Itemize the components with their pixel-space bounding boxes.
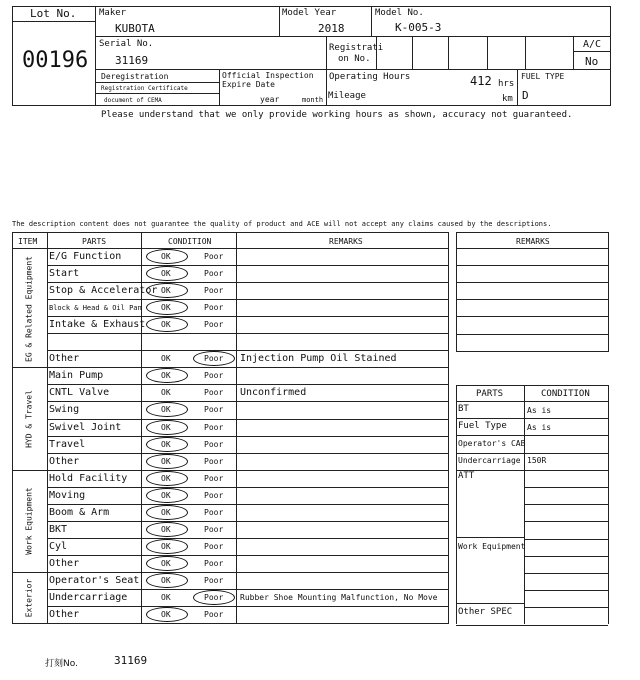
ok-option: OK [161, 474, 171, 483]
fuel-value: D [522, 89, 529, 102]
mileage-label: Mileage [328, 91, 366, 101]
ok-selected-mark [146, 266, 188, 281]
hours-disclaimer: Please understand that we only provide working hours as shown, accuracy not guaranteed. [101, 110, 573, 120]
month-label: month [302, 96, 324, 104]
part-name: Swing [49, 404, 80, 415]
poor-option: Poor [204, 320, 224, 329]
spec-cond-0: As is [527, 406, 552, 415]
ok-selected-mark [146, 437, 188, 452]
section-label-exterior: Exterior [24, 578, 34, 618]
ok-option: OK [161, 388, 171, 397]
part-name: Other [49, 353, 80, 364]
remark-text: Unconfirmed [240, 387, 307, 398]
ok-selected-mark [146, 420, 188, 435]
ok-selected-mark [146, 471, 188, 486]
spec-part-2: Operator's CAB [458, 439, 526, 448]
ok-option: OK [161, 440, 171, 449]
ok-option: OK [161, 320, 171, 329]
section-label-eg: EG & Related Equipment [24, 256, 34, 362]
deregistration-label: Deregistration [101, 72, 169, 81]
part-name: Block & Head & Oil Pan [49, 304, 142, 312]
poor-option: Poor [204, 542, 224, 551]
work-equipment-label: Work Equipment [458, 542, 526, 551]
poor-option: Poor [204, 371, 224, 380]
spec-part-1: Fuel Type [458, 421, 507, 431]
poor-selected-mark [193, 590, 235, 605]
ok-option: OK [161, 286, 171, 295]
cema-label: document of CEMA [104, 97, 162, 104]
ok-option: OK [161, 593, 171, 602]
spec-cond-1: As is [527, 423, 552, 432]
col-condition-header: CONDITION [168, 237, 212, 246]
registration-label: Registrati [329, 43, 384, 53]
poor-option: Poor [204, 269, 224, 278]
hours-unit: hrs [498, 79, 515, 89]
other-spec-label: Other SPEC [458, 607, 513, 617]
poor-option: Poor [204, 286, 224, 295]
ok-option: OK [161, 576, 171, 585]
poor-option: Poor [204, 303, 224, 312]
stamp-label: 打刻No. [45, 659, 78, 669]
model-no-value: K-005-3 [395, 21, 442, 34]
poor-option: Poor [204, 457, 224, 466]
reg-cert-label: Registration Certificate [101, 85, 188, 92]
poor-option: Poor [204, 559, 224, 568]
part-name: Operator's Seat [49, 575, 140, 586]
col-remarks-header: REMARKS [329, 237, 363, 246]
spec-cond-3: 150R [527, 456, 547, 465]
right-parts-header: PARTS [476, 389, 504, 399]
mileage-unit: km [502, 94, 513, 104]
ok-selected-mark [146, 249, 188, 264]
ok-selected-mark [146, 454, 188, 469]
model-year-value: 2018 [318, 22, 345, 35]
poor-option: Poor [204, 388, 224, 397]
ok-selected-mark [146, 402, 188, 417]
poor-option: Poor [204, 440, 224, 449]
section-label-work: Work Equipment [24, 487, 34, 555]
part-name: Travel [49, 439, 86, 450]
ok-option: OK [161, 508, 171, 517]
ok-selected-mark [146, 573, 188, 588]
ok-selected-mark [146, 505, 188, 520]
spec-part-0: BT [458, 404, 469, 414]
part-name: Hold Facility [49, 473, 128, 484]
serial-label: Serial No. [99, 39, 154, 49]
ok-option: OK [161, 405, 171, 414]
ok-selected-mark [146, 539, 188, 554]
ok-selected-mark [146, 368, 188, 383]
poor-option: Poor [204, 525, 224, 534]
serial-value: 31169 [115, 54, 149, 67]
fuel-label: FUEL TYPE [521, 72, 565, 81]
poor-selected-mark [193, 351, 235, 366]
ok-option: OK [161, 269, 171, 278]
inspection-label-2: Expire Date [222, 80, 275, 89]
hours-value: 412 [470, 74, 492, 88]
part-name: Start [49, 268, 80, 279]
part-name: CNTL Valve [49, 387, 110, 398]
ok-option: OK [161, 354, 171, 363]
col-parts-header: PARTS [82, 237, 107, 246]
poor-option: Poor [204, 423, 224, 432]
part-name: Intake & Exhaust [49, 319, 146, 330]
ok-option: OK [161, 491, 171, 500]
right-remarks-header: REMARKS [516, 237, 550, 246]
part-name: Main Pump [49, 370, 104, 381]
ok-selected-mark [146, 488, 188, 503]
inspection-label: Official Inspection [222, 71, 314, 80]
model-no-label: Model No. [375, 8, 424, 18]
stamp-value: 31169 [114, 654, 148, 667]
poor-option: Poor [204, 354, 224, 363]
poor-option: Poor [204, 610, 224, 619]
poor-option: Poor [204, 405, 224, 414]
part-name: Other [49, 558, 80, 569]
ok-option: OK [161, 525, 171, 534]
right-condition-header: CONDITION [541, 389, 590, 399]
lot-number: 00196 [22, 48, 89, 73]
part-name: Undercarriage [49, 592, 128, 603]
registration-label-2: on No. [338, 54, 371, 64]
section-label-hyd: HYD & Travel [24, 390, 34, 448]
remark-text: Injection Pump Oil Stained [240, 353, 397, 364]
poor-option: Poor [204, 474, 224, 483]
ok-option: OK [161, 371, 171, 380]
ok-option: OK [161, 457, 171, 466]
ok-option: OK [161, 542, 171, 551]
poor-option: Poor [204, 576, 224, 585]
poor-option: Poor [204, 593, 224, 602]
model-year-label: Model Year [282, 8, 337, 18]
ac-value: No [585, 55, 599, 68]
maker-value: KUBOTA [115, 22, 155, 35]
lot-label: Lot No. [30, 7, 77, 20]
poor-option: Poor [204, 491, 224, 500]
hours-label: Operating Hours [329, 72, 411, 82]
ok-selected-mark [146, 283, 188, 298]
part-name: Boom & Arm [49, 507, 110, 518]
ok-selected-mark [146, 300, 188, 315]
ok-option: OK [161, 423, 171, 432]
part-name: Other [49, 609, 80, 620]
ok-option: OK [161, 303, 171, 312]
part-name: Moving [49, 490, 86, 501]
part-name: E/G Function [49, 251, 122, 262]
remark-text: Rubber Shoe Mounting Malfunction, No Move [240, 593, 438, 602]
part-name: BKT [49, 524, 68, 535]
part-name: Stop & Accelerator [49, 285, 158, 296]
ok-option: OK [161, 610, 171, 619]
spec-part-3: Undercarriage [458, 456, 521, 465]
year-label: year [260, 95, 280, 104]
poor-option: Poor [204, 252, 224, 261]
att-label: ATT [458, 471, 475, 481]
notice-text: The description content does not guarantee the quality of product and ACE will not accept any claims caused by the descriptions. [12, 220, 552, 228]
ok-selected-mark [146, 556, 188, 571]
col-item-header: ITEM [18, 237, 38, 246]
ok-selected-mark [146, 522, 188, 537]
part-name: Other [49, 456, 80, 467]
poor-option: Poor [204, 508, 224, 517]
ok-option: OK [161, 559, 171, 568]
maker-label: Maker [99, 8, 127, 18]
ok-option: OK [161, 252, 171, 261]
ok-selected-mark [146, 607, 188, 622]
part-name: Cyl [49, 541, 68, 552]
ok-selected-mark [146, 317, 188, 332]
part-name: Swivel Joint [49, 422, 122, 433]
ac-label: A/C [583, 39, 602, 50]
